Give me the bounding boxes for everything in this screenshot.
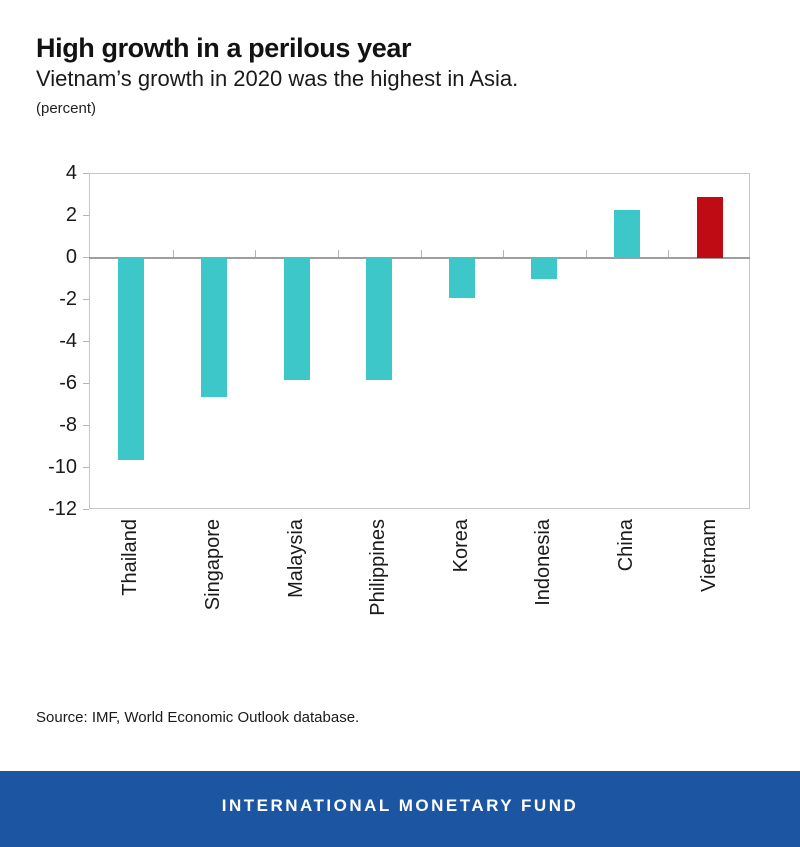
y-axis-tick-label: -10	[48, 456, 77, 478]
bar-korea	[449, 258, 475, 298]
bar-singapore	[201, 258, 227, 397]
y-axis-tick-label: -2	[59, 288, 77, 310]
bar-china	[614, 210, 640, 258]
y-axis-tick-label: -4	[59, 330, 77, 352]
x-axis-tick	[586, 250, 587, 257]
y-axis-tick	[83, 383, 89, 384]
x-axis-tick	[668, 250, 669, 257]
zero-axis-line	[89, 257, 750, 259]
y-axis-tick	[83, 341, 89, 342]
x-axis-label-korea: Korea	[449, 519, 472, 573]
x-axis-tick	[255, 250, 256, 257]
y-axis-tick-label: -6	[59, 372, 77, 394]
y-axis-tick-label: -12	[48, 498, 77, 520]
y-axis-tick	[83, 509, 89, 510]
x-axis-label-philippines: Philippines	[367, 519, 390, 616]
bar-thailand	[118, 258, 144, 460]
x-axis-label-vietnam: Vietnam	[697, 519, 720, 593]
chart-subtitle: Vietnam’s growth in 2020 was the highest in Asia.	[36, 66, 519, 91]
x-axis-label-thailand: Thailand	[119, 519, 142, 596]
x-axis-label-china: China	[615, 519, 638, 572]
bar-indonesia	[531, 258, 557, 279]
chart-title: High growth in a perilous year	[36, 33, 412, 63]
banner-title: INTERNATIONAL MONETARY FUND	[221, 796, 579, 815]
y-axis-tick	[83, 215, 89, 216]
x-axis-tick	[338, 250, 339, 257]
y-axis-tick	[83, 173, 89, 174]
y-axis-tick	[83, 467, 89, 468]
y-axis-tick-label: 2	[65, 204, 77, 226]
bar-vietnam	[697, 197, 723, 258]
x-axis-label-indonesia: Indonesia	[532, 519, 555, 606]
y-axis-tick-label: 0	[65, 246, 77, 268]
imf-banner	[0, 771, 800, 847]
plot-area	[89, 173, 750, 509]
x-axis-tick	[421, 250, 422, 257]
bar-malaysia	[284, 258, 310, 380]
source-note: Source: IMF, World Economic Outlook database.	[36, 709, 360, 726]
unit-label: (percent)	[36, 100, 97, 117]
bar-philippines	[366, 258, 392, 380]
y-axis-tick	[83, 425, 89, 426]
y-axis-tick-label: 4	[65, 162, 77, 184]
y-axis-tick	[83, 257, 89, 258]
y-axis-tick	[83, 299, 89, 300]
y-axis-tick-label: -8	[59, 414, 77, 436]
x-axis-tick	[173, 250, 174, 257]
x-axis-label-malaysia: Malaysia	[284, 519, 307, 598]
x-axis-tick	[503, 250, 504, 257]
x-axis-label-singapore: Singapore	[201, 519, 224, 611]
